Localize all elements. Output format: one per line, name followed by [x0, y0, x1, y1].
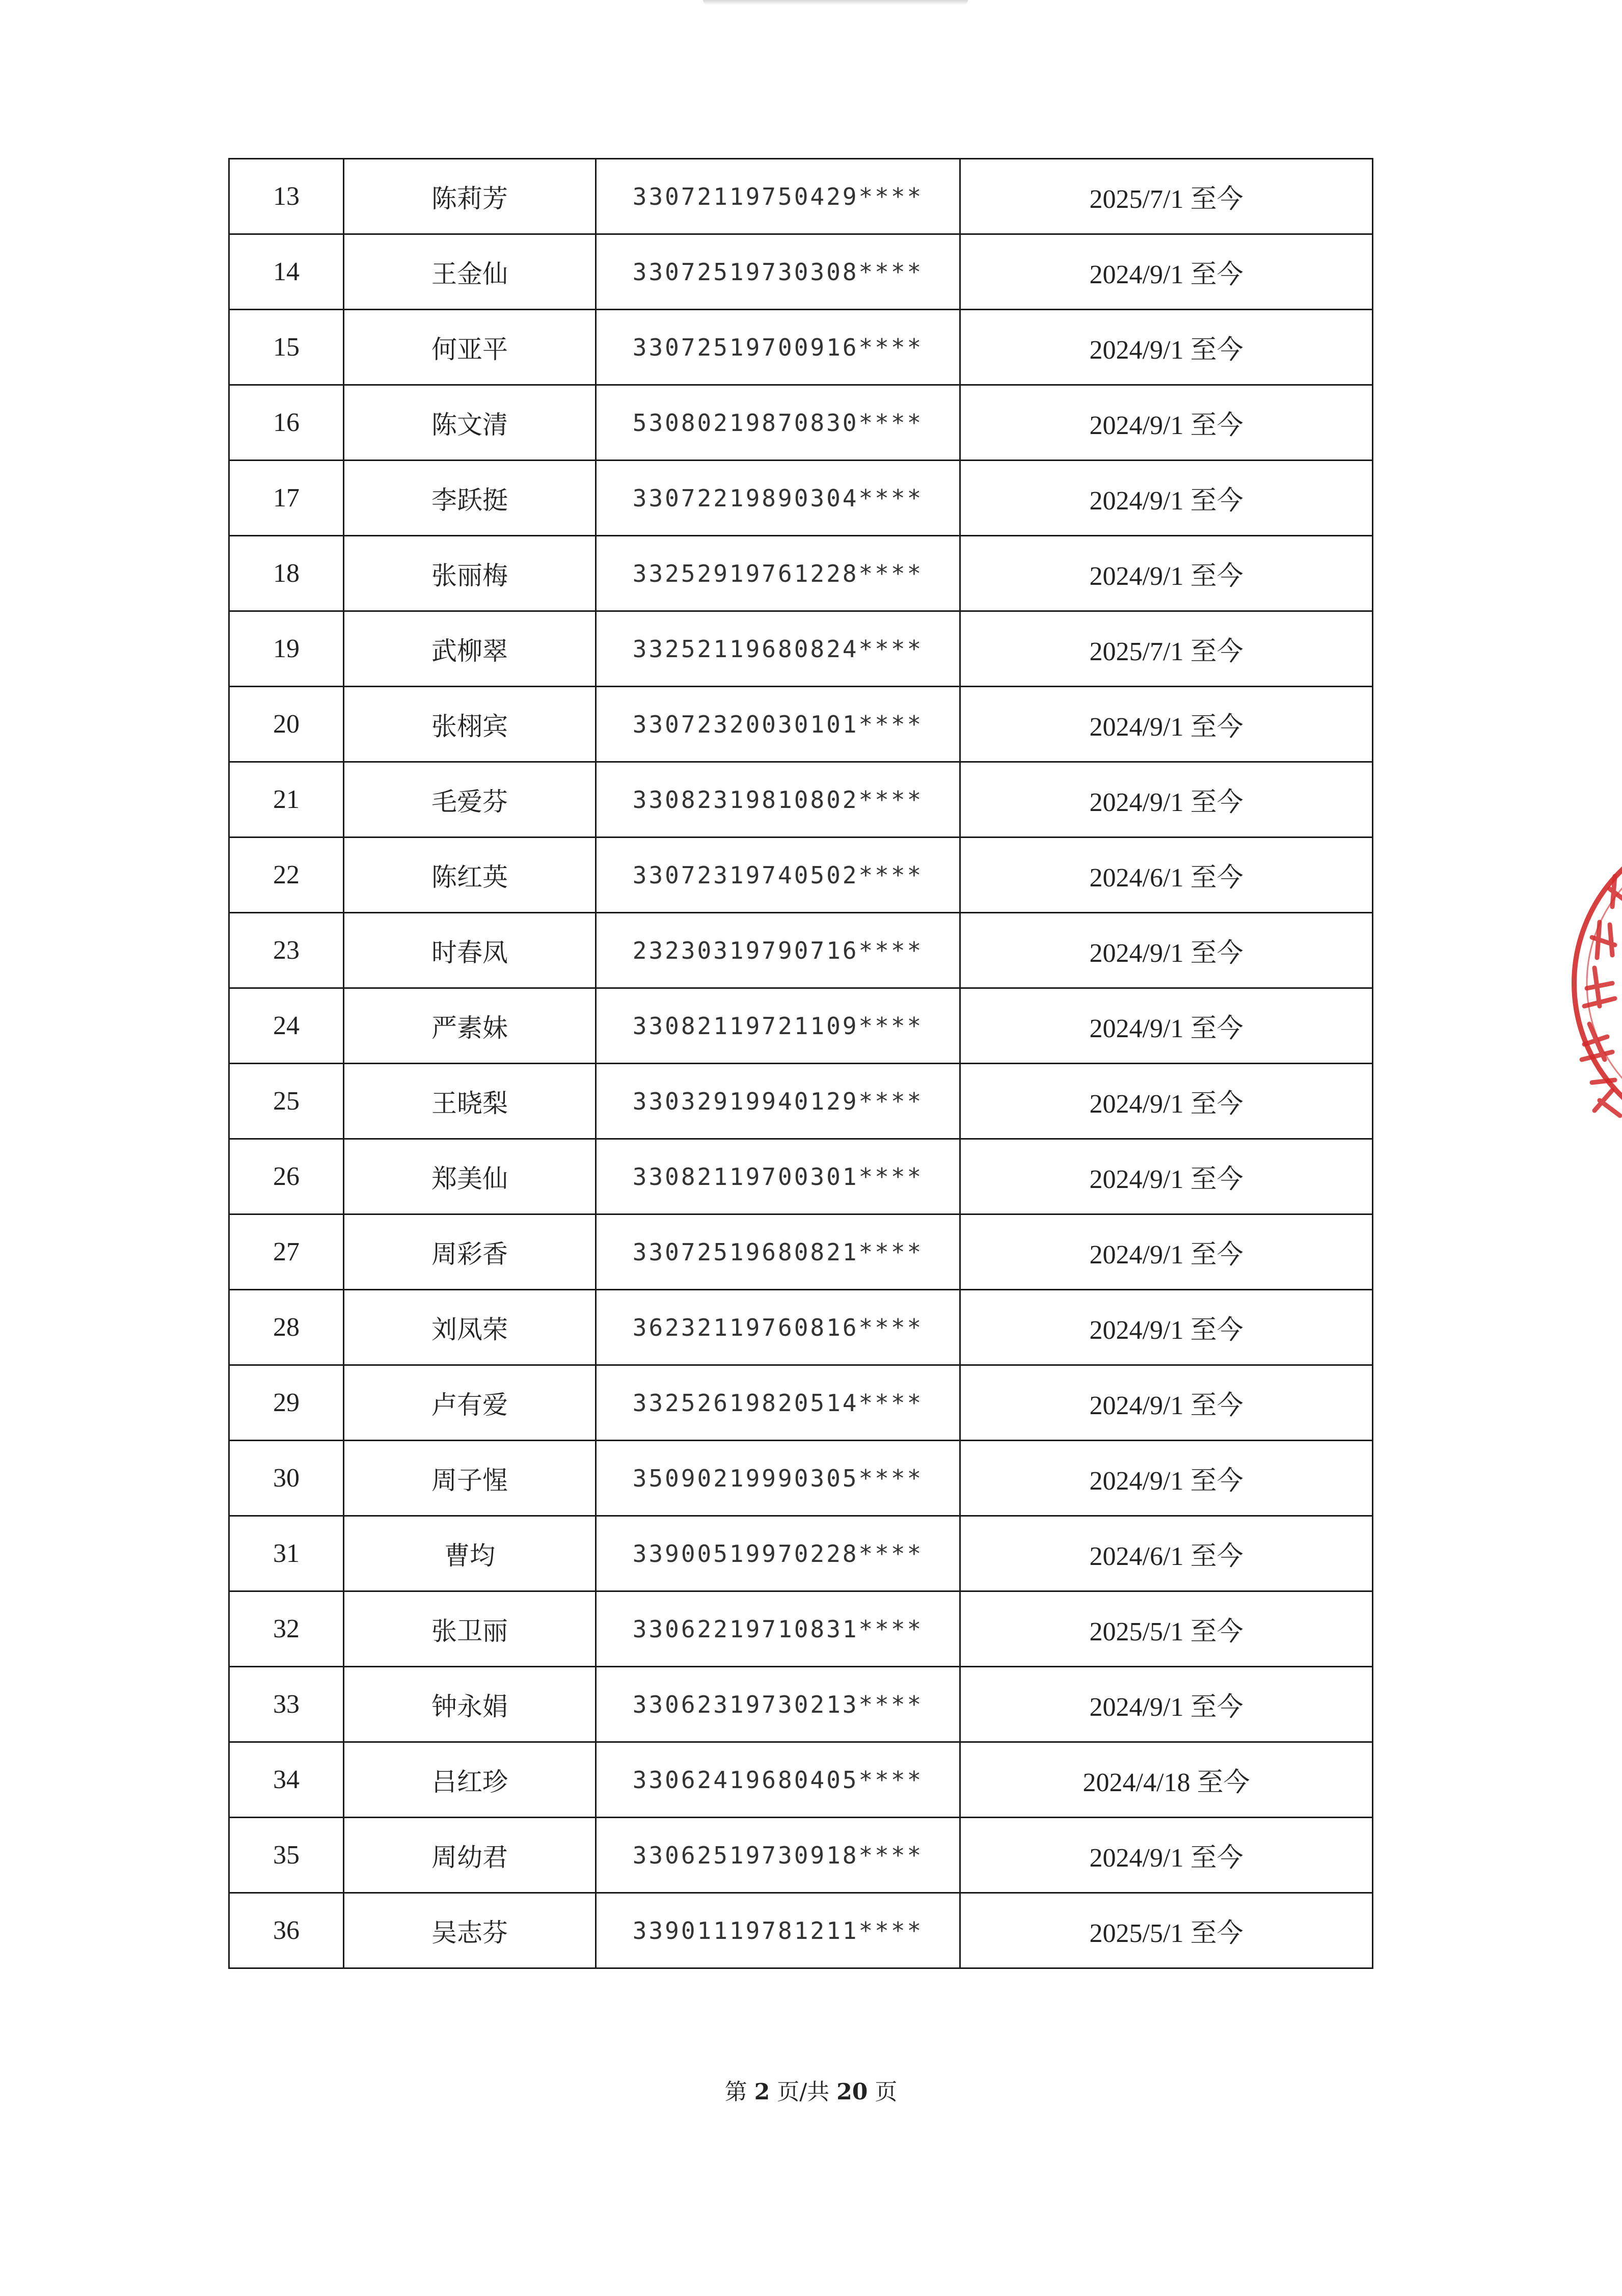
id-number: 33062219710831**** [596, 1591, 960, 1667]
row-number: 22 [229, 838, 344, 913]
person-name: 曹均 [344, 1516, 596, 1591]
id-number: 33082119700301**** [596, 1139, 960, 1214]
person-name: 李跃挺 [344, 461, 596, 536]
id-number: 33082119721109**** [596, 988, 960, 1064]
start-date: 2024/9/1 至今 [960, 1139, 1373, 1214]
row-number: 36 [229, 1893, 344, 1968]
person-name: 钟永娟 [344, 1667, 596, 1742]
table-row [229, 1290, 1373, 1365]
id-number: 53080219870830**** [596, 385, 960, 461]
table-row [229, 159, 1373, 234]
table-row [229, 1667, 1373, 1742]
row-number: 29 [229, 1365, 344, 1441]
id-number: 33252119680824**** [596, 611, 960, 687]
id-number: 33072319740502**** [596, 838, 960, 913]
start-date: 2024/9/1 至今 [960, 1214, 1373, 1290]
table-row [229, 762, 1373, 838]
start-date: 2025/7/1 至今 [960, 611, 1373, 687]
start-date: 2024/9/1 至今 [960, 385, 1373, 461]
table-row [229, 687, 1373, 762]
footer-suffix: 页 [868, 2079, 898, 2105]
scan-edge-top [703, 0, 968, 5]
id-number: 33252619820514**** [596, 1365, 960, 1441]
person-name: 吕红珍 [344, 1742, 596, 1818]
row-number: 35 [229, 1818, 344, 1893]
row-number: 13 [229, 159, 344, 234]
table-row [229, 1591, 1373, 1667]
table-row [229, 1893, 1373, 1968]
id-number: 33032919940129**** [596, 1064, 960, 1139]
id-number: 33900519970228**** [596, 1516, 960, 1591]
table-row [229, 1516, 1373, 1591]
person-name: 刘凤荣 [344, 1290, 596, 1365]
start-date: 2024/9/1 至今 [960, 536, 1373, 611]
row-number: 21 [229, 762, 344, 838]
row-number: 28 [229, 1290, 344, 1365]
person-name: 王金仙 [344, 234, 596, 310]
start-date: 2024/9/1 至今 [960, 1441, 1373, 1516]
row-number: 19 [229, 611, 344, 687]
row-number: 25 [229, 1064, 344, 1139]
start-date: 2024/9/1 至今 [960, 461, 1373, 536]
id-number: 35090219990305**** [596, 1441, 960, 1516]
table-row [229, 1064, 1373, 1139]
row-number: 15 [229, 310, 344, 385]
person-name: 郑美仙 [344, 1139, 596, 1214]
table-row [229, 611, 1373, 687]
row-number: 30 [229, 1441, 344, 1516]
id-number: 33082319810802**** [596, 762, 960, 838]
table-row [229, 234, 1373, 310]
id-number: 33062519730918**** [596, 1818, 960, 1893]
start-date: 2024/9/1 至今 [960, 913, 1373, 988]
table-row [229, 913, 1373, 988]
id-number: 33072519700916**** [596, 310, 960, 385]
seal-inner-ring [1587, 838, 1622, 1128]
table-row [229, 385, 1373, 461]
person-name: 张丽梅 [344, 536, 596, 611]
table-row [229, 310, 1373, 385]
table-row [229, 838, 1373, 913]
table-row [229, 461, 1373, 536]
person-name: 时春凤 [344, 913, 596, 988]
start-date: 2024/9/1 至今 [960, 1667, 1373, 1742]
person-name: 王晓梨 [344, 1064, 596, 1139]
person-name: 卢有爱 [344, 1365, 596, 1441]
id-number: 33072320030101**** [596, 687, 960, 762]
table-row [229, 536, 1373, 611]
row-number: 27 [229, 1214, 344, 1290]
id-number: 33072119750429**** [596, 159, 960, 234]
row-number: 33 [229, 1667, 344, 1742]
person-name: 陈红英 [344, 838, 596, 913]
person-name: 周子惺 [344, 1441, 596, 1516]
row-number: 34 [229, 1742, 344, 1818]
start-date: 2025/7/1 至今 [960, 159, 1373, 234]
id-number: 33062419680405**** [596, 1742, 960, 1818]
footer-prefix: 第 [724, 2079, 754, 2105]
start-date: 2024/4/18 至今 [960, 1742, 1373, 1818]
person-name: 武柳翠 [344, 611, 596, 687]
person-name: 周彩香 [344, 1214, 596, 1290]
person-name: 周幼君 [344, 1818, 596, 1893]
start-date: 2024/6/1 至今 [960, 838, 1373, 913]
row-number: 17 [229, 461, 344, 536]
person-name: 陈文清 [344, 385, 596, 461]
start-date: 2024/9/1 至今 [960, 1064, 1373, 1139]
person-name: 毛爱芬 [344, 762, 596, 838]
row-number: 23 [229, 913, 344, 988]
seal-lettering-marks [1582, 841, 1622, 1116]
table-row [229, 1214, 1373, 1290]
table-row [229, 1818, 1373, 1893]
row-number: 20 [229, 687, 344, 762]
start-date: 2024/9/1 至今 [960, 310, 1373, 385]
start-date: 2024/6/1 至今 [960, 1516, 1373, 1591]
id-number: 33901119781211**** [596, 1893, 960, 1968]
row-number: 32 [229, 1591, 344, 1667]
start-date: 2024/9/1 至今 [960, 762, 1373, 838]
start-date: 2024/9/1 至今 [960, 1365, 1373, 1441]
roster-table [228, 158, 1373, 1969]
start-date: 2024/9/1 至今 [960, 1818, 1373, 1893]
id-number: 33072219890304**** [596, 461, 960, 536]
id-number: 33072519680821**** [596, 1214, 960, 1290]
id-number: 23230319790716**** [596, 913, 960, 988]
official-seal-stamp [1564, 805, 1622, 1161]
table-row [229, 1742, 1373, 1818]
table-row [229, 988, 1373, 1064]
id-number: 36232119760816**** [596, 1290, 960, 1365]
person-name: 张卫丽 [344, 1591, 596, 1667]
table-row [229, 1139, 1373, 1214]
page-footer [0, 2073, 1622, 2106]
start-date: 2024/9/1 至今 [960, 988, 1373, 1064]
row-number: 26 [229, 1139, 344, 1214]
footer-page-number: 2 [754, 2079, 770, 2105]
person-name: 何亚平 [344, 310, 596, 385]
footer-page-total: 20 [836, 2079, 868, 2105]
table-row [229, 1441, 1373, 1516]
row-number: 31 [229, 1516, 344, 1591]
row-number: 18 [229, 536, 344, 611]
id-number: 33072519730308**** [596, 234, 960, 310]
row-number: 16 [229, 385, 344, 461]
row-number: 14 [229, 234, 344, 310]
start-date: 2024/9/1 至今 [960, 1290, 1373, 1365]
seal-outer-ring [1574, 825, 1622, 1141]
roster-body [229, 159, 1373, 1968]
person-name: 严素妹 [344, 988, 596, 1064]
start-date: 2025/5/1 至今 [960, 1591, 1373, 1667]
id-number: 33252919761228**** [596, 536, 960, 611]
row-number: 24 [229, 988, 344, 1064]
start-date: 2024/9/1 至今 [960, 234, 1373, 310]
person-name: 吴志芬 [344, 1893, 596, 1968]
footer-middle: 页/共 [770, 2079, 837, 2105]
start-date: 2024/9/1 至今 [960, 687, 1373, 762]
id-number: 33062319730213**** [596, 1667, 960, 1742]
person-name: 陈莉芳 [344, 159, 596, 234]
person-name: 张栩宾 [344, 687, 596, 762]
table-row [229, 1365, 1373, 1441]
start-date: 2025/5/1 至今 [960, 1893, 1373, 1968]
